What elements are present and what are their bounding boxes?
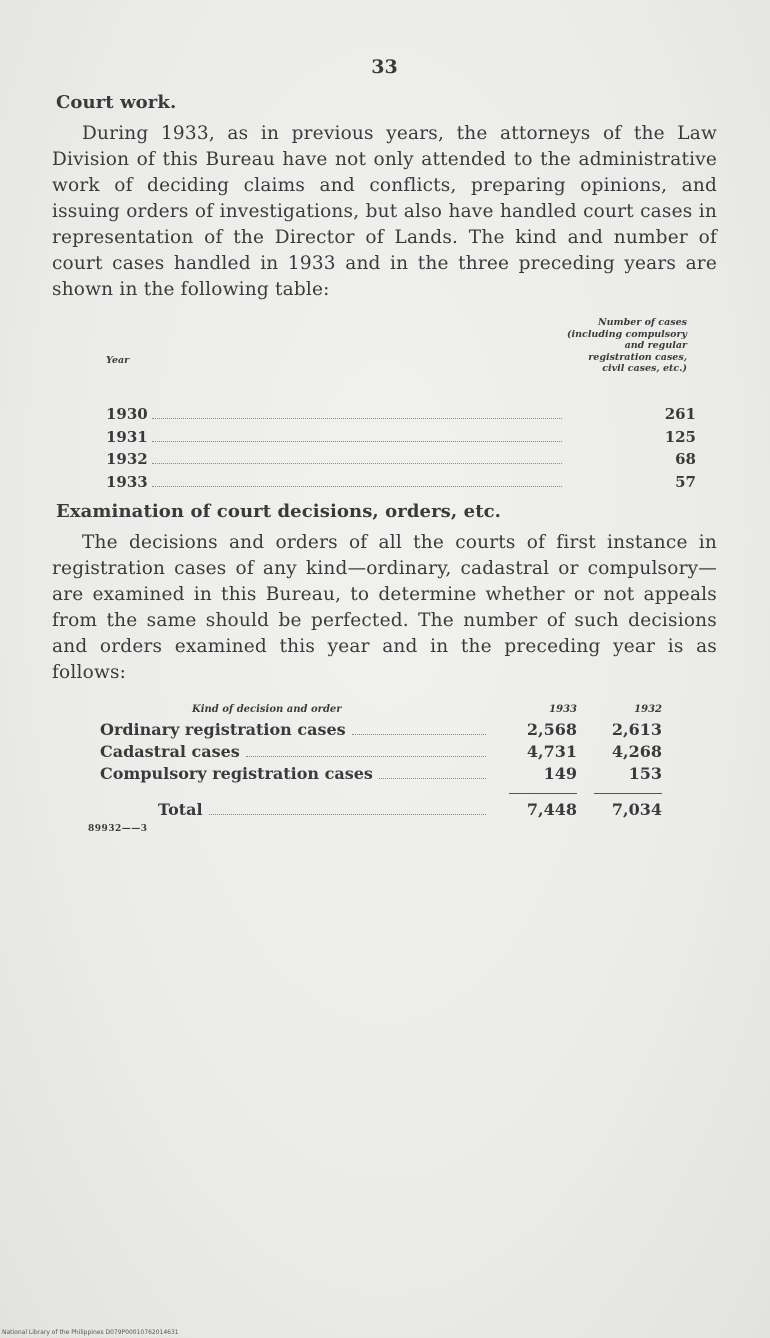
table-row (106, 473, 696, 496)
table1-value-cell: 68 (675, 450, 696, 468)
table2-total-col1: 7,448 (526, 800, 577, 819)
table-row (106, 428, 696, 451)
page-content (52, 56, 717, 834)
table2-header (52, 698, 717, 720)
table2-col2-cell: 2,613 (611, 720, 662, 739)
table1-year-cell: 1933 (106, 472, 148, 491)
dot-leader (152, 408, 562, 419)
examination-paragraph: The decisions and orders of all the courts of first instance in registration cases of any kind—ordinary, cadastral or compulsory—are examined in this Bureau, to determine whether or not appeals from the same should be perfected. The number of such decisions and orders examined this year and in the preceding year is as follows: (52, 532, 717, 683)
table2-col1-cell: 149 (543, 764, 577, 783)
table2-row-label: Cadastral cases (100, 742, 240, 761)
table2-row-label: Ordinary registration cases (100, 720, 346, 739)
dot-leader (152, 431, 562, 442)
table1-rows (106, 405, 696, 495)
table2-col1-header: 1933 (549, 703, 577, 715)
section-heading-court-work: Court work. (56, 92, 177, 113)
table-row (52, 742, 717, 764)
court-work-paragraph: During 1933, as in previous years, the attorneys of the Law Division of this Bureau have not only attended to the administrative work of deciding claims and conflicts, preparing opinions, and issuing orders of investigations, but also have handled court cases in representation of the Director of Lands. The kind and number of court cases handled in 1933 and in the three preceding years are shown in the following table: (52, 123, 717, 300)
table-row (106, 450, 696, 473)
library-credit: National Library of the Philippines D079P00010762014631 (2, 1329, 179, 1336)
dot-leader (246, 747, 486, 757)
decisions-table (52, 698, 717, 834)
table2-total-label: Total (158, 800, 203, 819)
table2-total-col2: 7,034 (611, 800, 662, 819)
table1-year-cell: 1932 (106, 450, 148, 468)
table1-year-header: Year (106, 355, 130, 366)
table1-year-cell: 1931 (106, 427, 148, 446)
table1-value-cell: 125 (664, 427, 696, 446)
table1-value-cell: 57 (675, 472, 696, 491)
table2-kind-header: Kind of decision and order (192, 703, 342, 715)
dot-leader (152, 453, 562, 464)
table1-year-cell: 1930 (106, 405, 148, 423)
table1-value-cell: 261 (664, 405, 696, 423)
table2-col2-header: 1932 (634, 703, 662, 715)
table1-number-header: Number of cases (including compulsory and regular registration cases, civil cases, etc.) (567, 317, 687, 374)
table-row (106, 405, 696, 428)
table2-col2-cell: 153 (628, 764, 662, 783)
printer-mark: 89932——3 (88, 824, 148, 834)
table2-col1-cell: 2,568 (526, 720, 577, 739)
total-rule (52, 786, 717, 800)
page-number: 33 (371, 56, 398, 78)
section-heading-examination: Examination of court decisions, orders, etc. (56, 501, 502, 522)
dot-leader (352, 725, 486, 735)
table-row (52, 720, 717, 742)
dot-leader (379, 769, 486, 779)
dot-leader (152, 476, 562, 487)
dot-leader (209, 805, 486, 815)
table2-row-label: Compulsory registration cases (100, 764, 373, 783)
table2-col2-cell: 4,268 (611, 742, 662, 761)
table-row (52, 764, 717, 786)
table2-col1-cell: 4,731 (526, 742, 577, 761)
court-cases-table (52, 313, 717, 491)
table2-total-row (52, 800, 717, 822)
